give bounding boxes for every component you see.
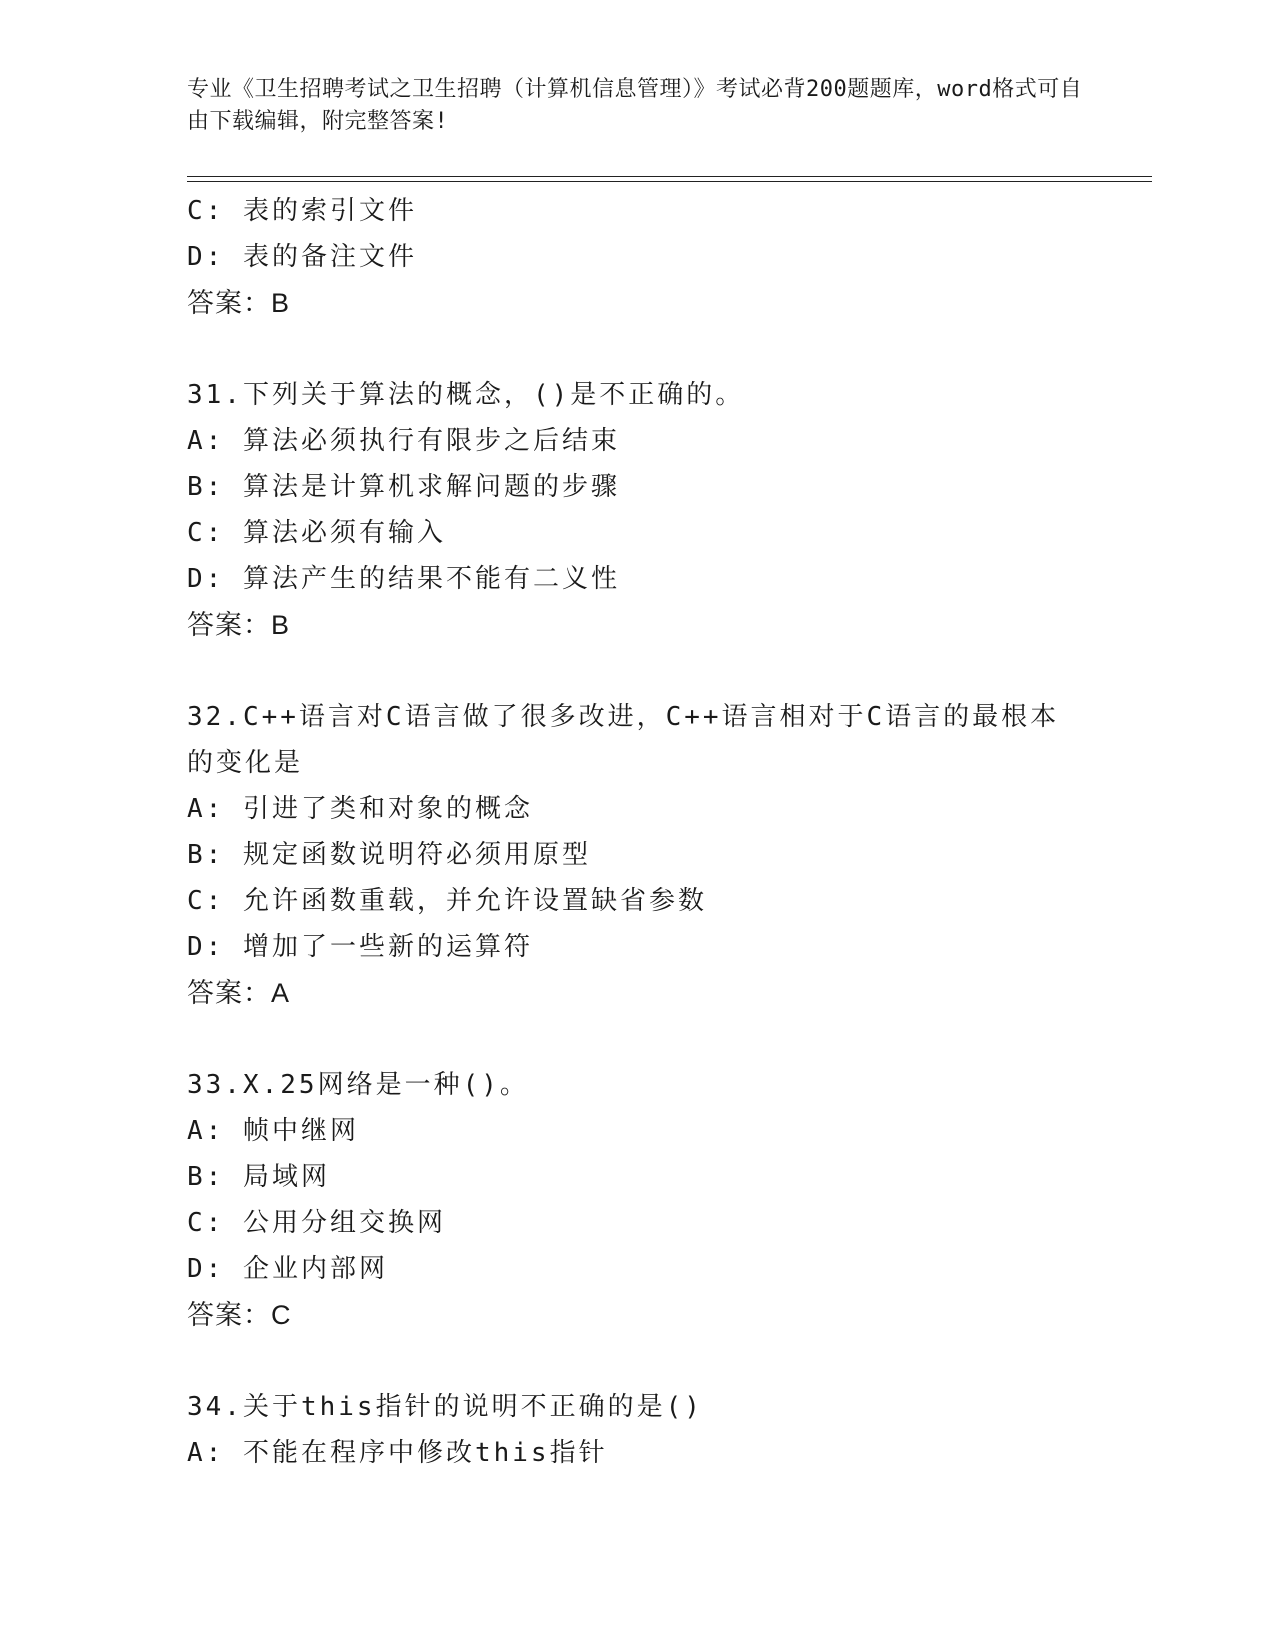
spacer — [187, 1016, 1152, 1062]
q32-option-b: B: 规定函数说明符必须用原型 — [187, 840, 591, 870]
question-list — [187, 188, 1152, 1476]
q33-answer: 答案：C — [187, 1300, 292, 1330]
q33-option-c: C: 公用分组交换网 — [187, 1208, 446, 1238]
q32-stem: 32.C++语言对C语言做了很多改进，C++语言相对于C语言的最根本的变化是 — [187, 702, 1060, 778]
document-header: 专业《卫生招聘考试之卫生招聘（计算机信息管理）》考试必背200题题库，word格式可自由下载编辑，附完整答案! — [187, 77, 1083, 134]
spacer — [187, 1338, 1152, 1384]
spacer — [187, 648, 1152, 694]
q33-option-b: B: 局域网 — [187, 1162, 330, 1192]
q30-option-c: C: 表的索引文件 — [187, 196, 417, 226]
q33-option-a: A: 帧中继网 — [187, 1116, 359, 1146]
q30-answer: 答案：B — [187, 288, 291, 318]
q34-option-a: A: 不能在程序中修改this指针 — [187, 1438, 608, 1468]
q30-option-d: D: 表的备注文件 — [187, 242, 417, 272]
spacer — [187, 326, 1152, 372]
q32-option-d: D: 增加了一些新的运算符 — [187, 932, 533, 962]
q33-stem: 33.X.25网络是一种()。 — [187, 1070, 529, 1100]
q31-option-c: C: 算法必须有输入 — [187, 518, 446, 548]
header-rule-bottom — [187, 181, 1152, 182]
q31-option-d: D: 算法产生的结果不能有二义性 — [187, 564, 620, 594]
header-rule-top — [187, 176, 1152, 177]
q33-option-d: D: 企业内部网 — [187, 1254, 388, 1284]
q31-option-b: B: 算法是计算机求解问题的步骤 — [187, 472, 620, 502]
q34-stem: 34.关于this指针的说明不正确的是() — [187, 1392, 703, 1422]
q32-answer: 答案：A — [187, 978, 291, 1008]
q31-answer: 答案：B — [187, 610, 291, 640]
q32-option-c: C: 允许函数重载，并允许设置缺省参数 — [187, 886, 707, 916]
q31-stem: 31.下列关于算法的概念，()是不正确的。 — [187, 380, 745, 410]
q31-option-a: A: 算法必须执行有限步之后结束 — [187, 426, 620, 456]
q32-option-a: A: 引进了类和对象的概念 — [187, 794, 533, 824]
